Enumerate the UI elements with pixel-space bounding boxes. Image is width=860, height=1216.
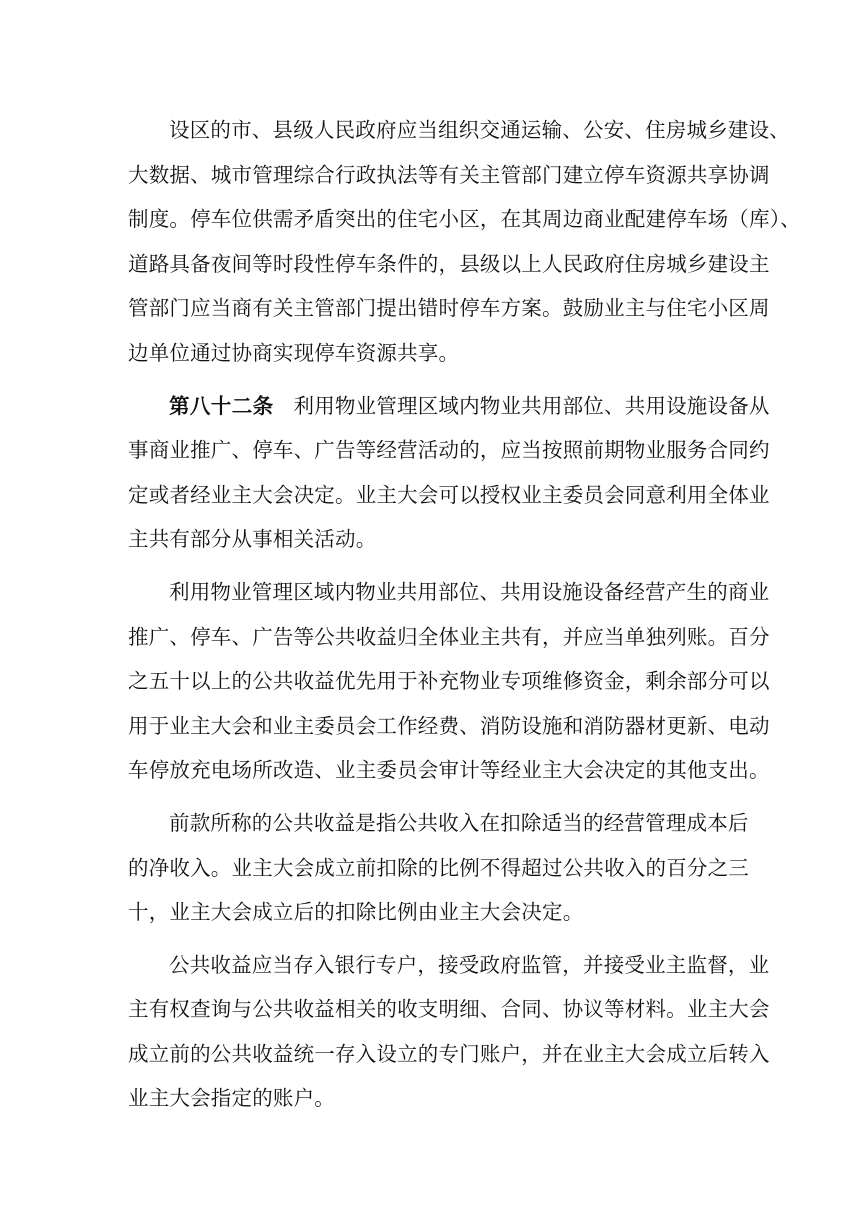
paragraph (128, 108, 801, 376)
text-line: 主共有部分从事相关活动。 (128, 527, 377, 552)
text-line: 边单位通过协商实现停车资源共享。 (128, 340, 460, 365)
text-line: 用于业主大会和业主委员会工作经费、消防设施和消防器材更新、电动 (128, 713, 770, 738)
article-82-paragraph (128, 384, 770, 562)
text-line: 的净收入。业主大会成立前扣除的比例不得超过公共收入的百分之三 (128, 855, 749, 880)
paragraph (128, 943, 770, 1121)
text-line: 管部门应当商有关主管部门提出错时停车方案。鼓励业主与住宅小区周 (128, 296, 770, 321)
text-line: 设区的市、县级人民政府应当组织交通运输、公安、住房城乡建设、 (169, 118, 790, 142)
text-line (128, 384, 770, 429)
text-line: 前款所称的公共收益是指公共收入在扣除适当的经营管理成本后 (169, 810, 749, 835)
paragraph (128, 570, 770, 793)
text-line: 大数据、城市管理综合行政执法等有关主管部门建立停车资源共享协调 (128, 162, 770, 187)
text-line: 公共收益应当存入银行专户，接受政府监管，并接受业主监督，业 (169, 952, 770, 977)
text-line: 利用物业管理区域内物业共用部位、共用设施设备经营产生的商业 (169, 579, 770, 604)
text-line: 事商业推广、停车、广告等经营活动的，应当按照前期物业服务合同约 (128, 438, 770, 463)
text-line: 定或者经业主大会决定。业主大会可以授权业主委员会同意利用全体业 (128, 482, 770, 507)
text-line: 推广、停车、广告等公共收益归全体业主共有，并应当单独列账。百分 (128, 624, 770, 649)
text-line: 主有权查询与公共收益相关的收支明细、合同、协议等材料。业主大会 (128, 997, 770, 1022)
text-line: 之五十以上的公共收益优先用于补充物业专项维修资金，剩余部分可以 (128, 669, 770, 694)
text-line: 车停放充电场所改造、业主委员会审计等经业主大会决定的其他支出。 (128, 758, 770, 783)
paragraph (128, 801, 749, 935)
text-line: 成立前的公共收益统一存入设立的专门账户，并在业主大会成立后转入 (128, 1041, 770, 1066)
text-line: 道路具备夜间等时段性停车条件的，县级以上人民政府住房城乡建设主 (128, 251, 770, 276)
text-line: 业主大会指定的账户。 (128, 1086, 335, 1111)
text-line: 十，业主大会成立后的扣除比例由业主大会决定。 (128, 900, 584, 925)
article-number: 第八十二条 (169, 393, 274, 418)
text-line: 制度。停车位供需矛盾突出的住宅小区，在其周边商业配建停车场（库）、 (128, 207, 801, 232)
article-first-line: 利用物业管理区域内物业共用部位、共用设施设备从 (293, 393, 770, 418)
